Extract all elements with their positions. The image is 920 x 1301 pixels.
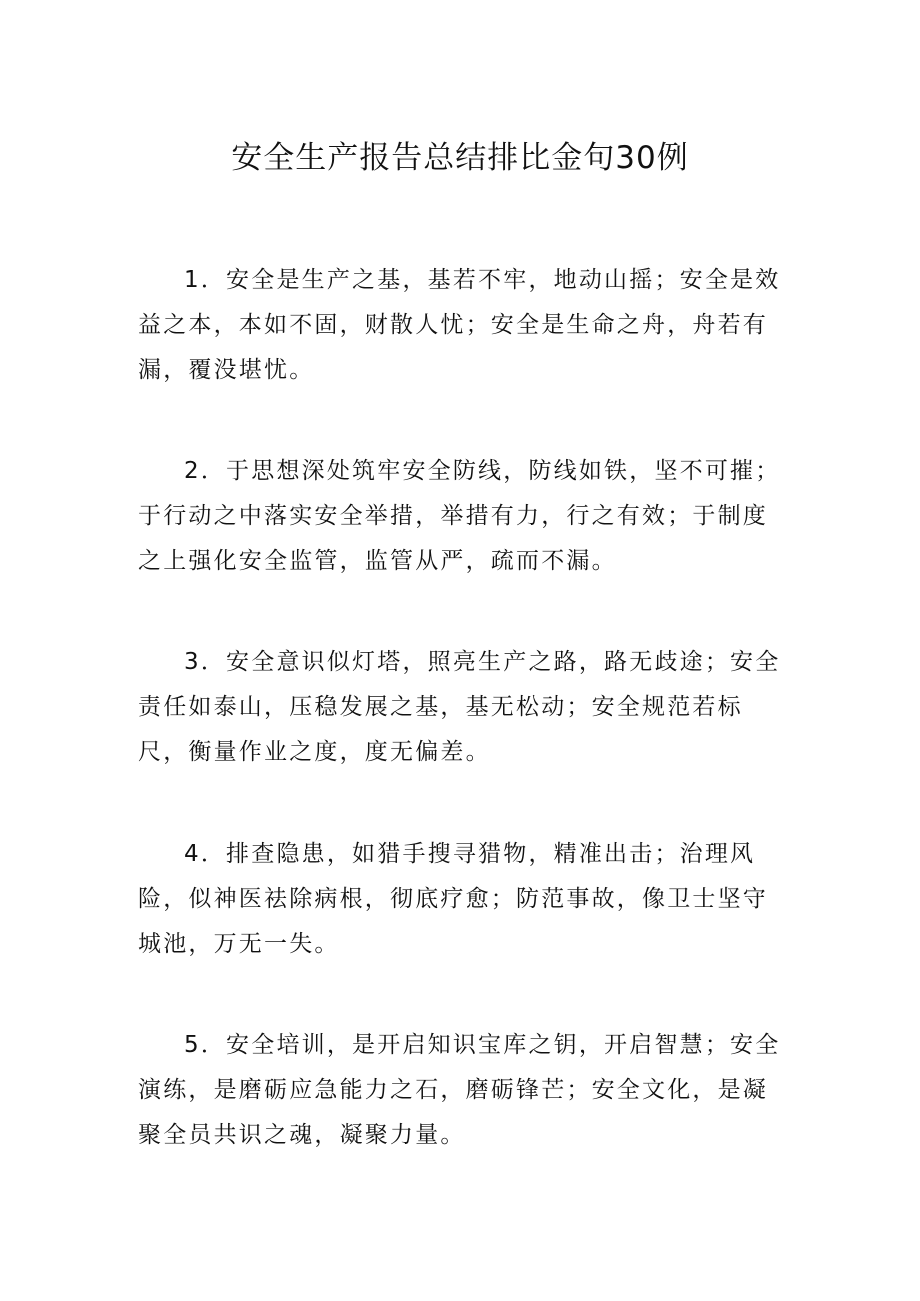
item-text: ．安全意识似灯塔，照亮生产之路，路无歧途；安全责任如泰山，压稳发展之基，基无松动；安全规范若标尺，衡量作业之度，度无偏差。: [138, 649, 781, 765]
list-item: [138, 449, 784, 584]
list-item: [138, 258, 784, 393]
item-number: 2: [184, 458, 201, 484]
item-number: 3: [184, 649, 201, 675]
item-number: 5: [184, 1032, 201, 1058]
list-item: [138, 832, 784, 967]
item-number: 4: [184, 841, 201, 867]
item-text: ．安全培训，是开启知识宝库之钥，开启智慧；安全演练，是磨砺应急能力之石，磨砺锋芒；安全文化，是凝聚全员共识之魂，凝聚力量。: [138, 1032, 781, 1148]
document-title: 安全生产报告总结排比金句30例: [231, 140, 689, 176]
list-item: [138, 640, 784, 775]
item-text: ．安全是生产之基，基若不牢，地动山摇；安全是效益之本，本如不固，财散人忧；安全是生命之舟，舟若有漏，覆没堪忧。: [138, 267, 781, 383]
item-number: 1: [184, 267, 201, 293]
list-item: [138, 1023, 784, 1158]
item-text: ．于思想深处筑牢安全防线，防线如铁，坚不可摧；于行动之中落实安全举措，举措有力，行之有效；于制度之上强化安全监管，监管从严，疏而不漏。: [138, 458, 781, 574]
item-text: ．排查隐患，如猎手搜寻猎物，精准出击；治理风险，似神医祛除病根，彻底疗愈；防范事故，像卫士坚守城池，万无一失。: [138, 841, 768, 957]
